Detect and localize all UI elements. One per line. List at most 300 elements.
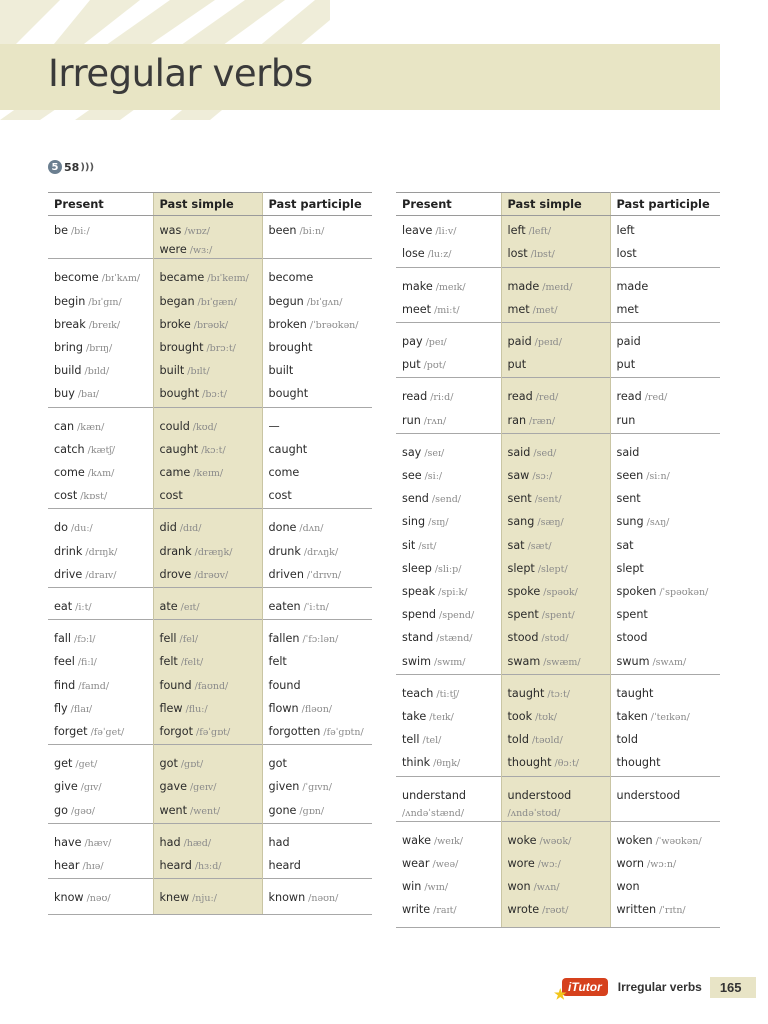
- past-simple-cell: [501, 752, 610, 776]
- past-simple-pronunciation: /fluː/: [185, 703, 208, 715]
- past-simple-form: found: [159, 678, 192, 692]
- past-simple-form: understood: [507, 788, 572, 802]
- past-participle-pronunciation: /gɒn/: [299, 805, 325, 817]
- verb-row: [396, 674, 720, 706]
- past-participle-form: taken: [616, 710, 648, 724]
- past-simple-cell: [153, 462, 262, 485]
- present-form: forget: [54, 725, 88, 739]
- past-simple-form: thought: [507, 756, 552, 770]
- verb-row: [48, 541, 372, 564]
- past-participle-cell: [262, 675, 372, 698]
- past-simple-line: [508, 410, 610, 433]
- past-participle-form: heard: [268, 859, 301, 873]
- past-simple-form: put: [507, 358, 527, 372]
- past-simple-pronunciation: /tʊk/: [535, 712, 557, 724]
- present-pronunciation: /biː/: [70, 226, 90, 238]
- present-pronunciation: /miːt/: [434, 304, 460, 316]
- past-simple-cell: [501, 243, 610, 267]
- past-simple-line: [508, 465, 610, 488]
- present-cell: [396, 729, 501, 752]
- present-form: come: [54, 466, 85, 480]
- present-cell: [48, 823, 153, 855]
- present-form: get: [54, 757, 73, 771]
- verb-row: [396, 488, 720, 511]
- past-simple-form: did: [159, 521, 177, 535]
- past-simple-pronunciation: /bɪˈkeɪm/: [207, 273, 249, 285]
- present-form: stand: [402, 631, 434, 645]
- past-simple-form: fell: [159, 632, 177, 646]
- past-simple-pronunciation: /sɔː/: [532, 471, 553, 483]
- verb-row: [48, 800, 372, 824]
- present-pronunciation: /liːv/: [435, 226, 457, 238]
- past-participle-form: done: [268, 521, 297, 535]
- past-simple-cell: [153, 698, 262, 721]
- past-simple-pronunciation: /left/: [528, 226, 552, 238]
- past-simple-line: [508, 442, 610, 465]
- past-simple-pronunciation: /sæŋ/: [537, 517, 564, 529]
- past-simple-pronunciation: /bɔːt/: [202, 389, 227, 401]
- present-cell: [396, 488, 501, 511]
- present-form: become: [54, 271, 99, 285]
- present-pronunciation: /flaɪ/: [70, 703, 93, 715]
- past-simple-pronunciation: /keɪm/: [193, 468, 224, 480]
- present-pronunciation: /siː/: [424, 471, 443, 483]
- present-pronunciation: /teɪk/: [429, 712, 454, 724]
- past-simple-line: [508, 558, 610, 581]
- past-participle-form: taught: [616, 686, 654, 700]
- past-simple-form: built: [159, 364, 185, 378]
- present-cell: [396, 581, 501, 604]
- star-icon: ★: [554, 986, 567, 1002]
- past-simple-line: [160, 291, 262, 314]
- past-participle-pronunciation: /ˈfɔːlən/: [302, 634, 339, 646]
- past-simple-line: [508, 683, 610, 706]
- audio-track-reference[interactable]: [48, 157, 94, 177]
- past-participle-form: stood: [616, 631, 648, 645]
- past-participle-cell: [610, 378, 720, 410]
- past-simple-pronunciation: /kʊd/: [192, 421, 217, 433]
- past-simple-pronunciation: /sed/: [533, 447, 557, 459]
- past-simple-cell: [153, 800, 262, 824]
- verb-row: [396, 354, 720, 378]
- present-pronunciation: /spend/: [439, 610, 475, 622]
- present-pronunciation: /weə/: [432, 859, 459, 871]
- present-cell: [396, 323, 501, 355]
- past-simple-pronunciation: /swæm/: [543, 656, 581, 668]
- present-pronunciation: /faɪnd/: [78, 680, 110, 692]
- verb-row: [48, 407, 372, 439]
- present-pronunciation: /get/: [75, 759, 98, 771]
- past-simple-pronunciation: /brəʊk/: [193, 319, 229, 331]
- past-simple-line: [160, 596, 262, 619]
- past-simple-line: [160, 416, 262, 439]
- present-form: go: [54, 803, 68, 817]
- past-simple-form: wore: [507, 857, 535, 871]
- past-simple-cell: [153, 879, 262, 915]
- past-simple-pronunciation: /brɔːt/: [206, 343, 236, 355]
- present-cell: [48, 698, 153, 721]
- present-pronunciation: /sliːp/: [434, 563, 462, 575]
- present-cell: [396, 410, 501, 434]
- present-cell: [396, 378, 501, 410]
- past-simple-form: sang: [507, 515, 535, 529]
- irregular-verbs-table-right: [396, 192, 720, 928]
- verb-row: [48, 439, 372, 462]
- present-pronunciation: /bɪˈkʌm/: [101, 273, 141, 285]
- past-simple-pronunciation: /stʊd/: [541, 633, 569, 645]
- logo-text: iTutor: [568, 980, 602, 994]
- present-form: build: [54, 364, 82, 378]
- past-simple-form: slept: [507, 561, 535, 575]
- present-cell: [396, 433, 501, 465]
- past-participle-form: put: [616, 358, 636, 372]
- present-form: write: [402, 903, 431, 917]
- present-pronunciation: /ʌndəˈstænd/: [402, 807, 465, 819]
- past-simple-cell: [153, 588, 262, 620]
- past-simple-line: [508, 581, 610, 604]
- past-simple-line: [508, 729, 610, 752]
- past-participle-form: read: [616, 390, 642, 404]
- past-simple-line: [508, 243, 610, 266]
- present-cell: [48, 855, 153, 879]
- present-cell: [396, 243, 501, 267]
- past-simple-line: [508, 706, 610, 729]
- past-simple-line: [508, 354, 610, 376]
- past-simple-line: [508, 488, 610, 511]
- past-simple-pronunciation: /wɔː/: [537, 859, 561, 871]
- past-simple-cell: [501, 299, 610, 323]
- present-pronunciation: /seɪ/: [424, 447, 445, 459]
- past-participle-cell: [262, 651, 372, 674]
- past-participle-form: met: [616, 302, 639, 316]
- past-simple-form: were: [159, 243, 187, 257]
- past-simple-form: caught: [159, 442, 199, 456]
- header-past-simple: Past simple: [501, 193, 610, 216]
- past-simple-pronunciation: /hæd/: [183, 837, 212, 849]
- past-simple-cell: [501, 323, 610, 355]
- present-cell: [396, 299, 501, 323]
- past-participle-cell: [610, 604, 720, 627]
- present-cell: [396, 821, 501, 853]
- past-simple-form: saw: [507, 469, 530, 483]
- present-form: think: [402, 756, 431, 770]
- verb-row: [48, 776, 372, 799]
- present-pronunciation: /rʌn/: [423, 415, 447, 427]
- present-cell: [48, 564, 153, 588]
- past-simple-form: sent: [507, 492, 532, 506]
- past-participle-cell: [610, 651, 720, 675]
- past-simple-pronunciation: /spent/: [541, 610, 575, 622]
- present-cell: [396, 604, 501, 627]
- past-participle-form: left: [616, 224, 635, 238]
- past-simple-form: spent: [507, 608, 539, 622]
- past-simple-pronunciation: /slept/: [537, 563, 568, 575]
- past-simple-line: [160, 753, 262, 776]
- past-simple-cell: [501, 410, 610, 434]
- present-form: cost: [54, 489, 78, 503]
- past-simple-cell: [501, 706, 610, 729]
- past-simple-cell: [153, 485, 262, 509]
- present-pronunciation: /kæn/: [77, 421, 105, 433]
- past-simple-pronunciation: /bɪˈgæn/: [197, 296, 237, 308]
- past-simple-form: gave: [159, 780, 187, 794]
- past-simple-cell: [153, 776, 262, 799]
- past-participle-form: paid: [616, 335, 641, 349]
- present-form: teach: [402, 686, 434, 700]
- present-pronunciation: /sɪt/: [418, 540, 437, 552]
- present-pronunciation: /bɪˈgɪn/: [88, 296, 122, 308]
- past-participle-form: swum: [616, 654, 650, 668]
- past-simple-line: [508, 511, 610, 534]
- verb-row: [396, 627, 720, 650]
- past-simple-line: [160, 832, 262, 855]
- verb-row: [396, 899, 720, 927]
- past-simple-form: left: [507, 224, 526, 238]
- past-simple-form: lost: [507, 247, 528, 261]
- present-cell: [396, 776, 501, 821]
- past-participle-form: broken: [268, 317, 307, 331]
- past-participle-pronunciation: /ˈwəʊkən/: [655, 835, 702, 847]
- past-participle-cell: [610, 581, 720, 604]
- past-participle-form: seen: [616, 469, 644, 483]
- past-simple-form: made: [507, 279, 540, 293]
- verb-row: [48, 620, 372, 652]
- past-simple-cell: [153, 360, 262, 383]
- past-simple-form: met: [507, 302, 530, 316]
- present-pronunciation: /fiːl/: [77, 657, 97, 669]
- past-simple-pronunciation: /fəˈgɒt/: [196, 727, 231, 739]
- past-simple-form: broke: [159, 317, 191, 331]
- present-pronunciation: /raɪt/: [433, 905, 457, 917]
- past-simple-form: paid: [507, 335, 532, 349]
- irregular-verbs-table-left: [48, 192, 372, 915]
- present-cell: [48, 360, 153, 383]
- past-simple-line: [160, 243, 262, 258]
- past-simple-form: woke: [507, 833, 537, 847]
- past-simple-form: drank: [159, 544, 192, 558]
- past-simple-form: had: [159, 835, 181, 849]
- verb-row: [48, 509, 372, 541]
- verb-row: [396, 216, 720, 244]
- past-participle-pronunciation: /red/: [644, 392, 668, 404]
- present-cell: [48, 721, 153, 745]
- present-pronunciation: /kɒst/: [80, 491, 108, 503]
- present-cell: [48, 216, 153, 259]
- present-cell: [396, 354, 501, 378]
- verb-row: [396, 378, 720, 410]
- past-simple-cell: [501, 674, 610, 706]
- present-pronunciation: /peɪ/: [425, 337, 447, 349]
- present-cell: [396, 511, 501, 534]
- past-participle-cell: [610, 776, 720, 821]
- present-pronunciation: /swɪm/: [434, 656, 466, 668]
- page-number: 165: [710, 977, 756, 998]
- past-participle-pronunciation: /ˈteɪkən/: [650, 712, 690, 724]
- present-form: make: [402, 279, 433, 293]
- past-simple-cell: [153, 823, 262, 855]
- past-simple-pronunciation: /meɪd/: [542, 281, 573, 293]
- present-form: sit: [402, 538, 416, 552]
- past-simple-pronunciation: /geɪv/: [189, 782, 217, 794]
- past-participle-form: fallen: [268, 632, 300, 646]
- present-form: sing: [402, 515, 426, 529]
- audio-icon: ))): [80, 161, 95, 173]
- present-form: be: [54, 224, 68, 238]
- present-cell: [48, 383, 153, 407]
- past-participle-form: felt: [268, 655, 287, 669]
- past-participle-pronunciation: /fəˈgɒtn/: [323, 727, 364, 739]
- past-simple-pronunciation: /wɒz/: [184, 226, 210, 238]
- past-participle-cell: [610, 511, 720, 534]
- past-participle-cell: [610, 410, 720, 434]
- past-simple-cell: [501, 581, 610, 604]
- past-simple-pronunciation: /dræŋk/: [194, 546, 233, 558]
- page-title: Irregular verbs: [48, 52, 313, 95]
- past-simple-line: [160, 360, 262, 383]
- verb-row: [48, 291, 372, 314]
- past-simple-pronunciation: /θɔːt/: [554, 758, 579, 770]
- present-cell: [48, 485, 153, 509]
- past-participle-form: gone: [268, 803, 297, 817]
- present-form: fall: [54, 632, 72, 646]
- past-simple-line: [508, 535, 610, 558]
- verb-row: [396, 706, 720, 729]
- past-participle-cell: [262, 541, 372, 564]
- verb-row: [48, 855, 372, 879]
- past-participle-cell: [262, 314, 372, 337]
- past-simple-form: ran: [507, 413, 527, 427]
- present-pronunciation: /tiːtʃ/: [436, 688, 460, 700]
- past-simple-pronunciation: /faʊnd/: [194, 680, 229, 692]
- past-simple-pronunciation: /sæt/: [527, 540, 552, 552]
- past-participle-cell: [610, 558, 720, 581]
- past-participle-cell: [610, 433, 720, 465]
- past-participle-form: spoken: [616, 585, 657, 599]
- past-simple-line: [508, 651, 610, 674]
- present-pronunciation: /riːd/: [430, 392, 454, 404]
- past-simple-cell: [501, 511, 610, 534]
- past-participle-cell: [262, 407, 372, 439]
- past-simple-cell: [501, 354, 610, 378]
- past-participle-form: forgotten: [268, 725, 321, 739]
- present-form: sleep: [402, 561, 432, 575]
- verb-row: [48, 675, 372, 698]
- verb-row: [48, 485, 372, 509]
- past-participle-pronunciation: /ˈgɪvn/: [302, 782, 332, 794]
- past-simple-pronunciation: /red/: [535, 392, 559, 404]
- past-simple-cell: [501, 821, 610, 853]
- past-participle-cell: [262, 383, 372, 407]
- present-cell: [48, 588, 153, 620]
- past-simple-pronunciation: /wʌn/: [533, 882, 560, 894]
- present-pronunciation: /fɔːl/: [74, 634, 96, 646]
- past-participle-pronunciation: /ˈspəʊkən/: [659, 587, 709, 599]
- past-simple-form: read: [507, 390, 533, 404]
- present-cell: [48, 651, 153, 674]
- past-simple-cell: [501, 558, 610, 581]
- header-past-participle: Past participle: [610, 193, 720, 216]
- past-participle-form: won: [616, 880, 640, 894]
- past-simple-form: stood: [507, 631, 539, 645]
- past-simple-pronunciation: /peɪd/: [534, 337, 562, 349]
- present-cell: [48, 462, 153, 485]
- past-simple-line: [508, 299, 610, 322]
- verb-row: [396, 604, 720, 627]
- past-participle-form: flown: [268, 701, 299, 715]
- past-participle-form: told: [616, 733, 638, 747]
- verb-row: [396, 465, 720, 488]
- past-participle-form: worn: [616, 857, 644, 871]
- past-simple-line: [160, 439, 262, 462]
- past-simple-form: could: [159, 419, 190, 433]
- past-participle-cell: [262, 620, 372, 652]
- past-simple-form: began: [159, 294, 195, 308]
- past-simple-line: [508, 604, 610, 627]
- verb-row: [396, 651, 720, 675]
- verb-row: [48, 564, 372, 588]
- past-simple-pronunciation: /wɜː/: [189, 245, 213, 257]
- past-simple-line: [160, 220, 262, 243]
- cd-icon: 5: [48, 160, 62, 174]
- present-form: have: [54, 835, 82, 849]
- verb-row: [48, 651, 372, 674]
- past-participle-cell: [610, 243, 720, 267]
- past-participle-cell: [610, 899, 720, 927]
- past-simple-form: forgot: [159, 725, 194, 739]
- present-pronunciation: /nəʊ/: [86, 893, 111, 905]
- present-pronunciation: /meɪk/: [435, 281, 466, 293]
- present-form: do: [54, 521, 68, 535]
- past-simple-cell: [501, 433, 610, 465]
- present-cell: [48, 509, 153, 541]
- present-pronunciation: /weɪk/: [433, 835, 463, 847]
- verb-row: [396, 410, 720, 434]
- past-participle-pronunciation: /wɔːn/: [647, 859, 677, 871]
- past-simple-line: [160, 564, 262, 587]
- past-participle-form: become: [268, 271, 314, 285]
- past-participle-form: —: [268, 419, 280, 433]
- past-participle-form: spent: [616, 608, 648, 622]
- past-simple-form: sat: [507, 538, 525, 552]
- present-cell: [48, 776, 153, 799]
- past-participle-cell: [610, 488, 720, 511]
- past-participle-pronunciation: /ˈiːtn/: [303, 602, 329, 614]
- present-form: say: [402, 445, 422, 459]
- past-participle-cell: [262, 462, 372, 485]
- past-participle-cell: [610, 706, 720, 729]
- past-simple-line: [508, 220, 610, 243]
- past-participle-cell: [610, 876, 720, 899]
- past-simple-line: [508, 752, 610, 775]
- present-pronunciation: /wɪn/: [424, 882, 449, 894]
- verb-row: [48, 721, 372, 745]
- past-simple-cell: [501, 627, 610, 650]
- present-pronunciation: /θɪŋk/: [433, 758, 461, 770]
- present-pronunciation: /spiːk/: [438, 587, 468, 599]
- past-simple-line: [508, 331, 610, 354]
- verb-row: [396, 511, 720, 534]
- present-form: meet: [402, 302, 432, 316]
- past-participle-cell: [262, 360, 372, 383]
- present-cell: [48, 314, 153, 337]
- past-simple-line: [160, 721, 262, 744]
- present-form: know: [54, 891, 84, 905]
- past-simple-form: bought: [159, 387, 200, 401]
- past-simple-line: [508, 276, 610, 299]
- past-participle-cell: [262, 588, 372, 620]
- present-cell: [48, 745, 153, 777]
- past-simple-line: [508, 899, 610, 922]
